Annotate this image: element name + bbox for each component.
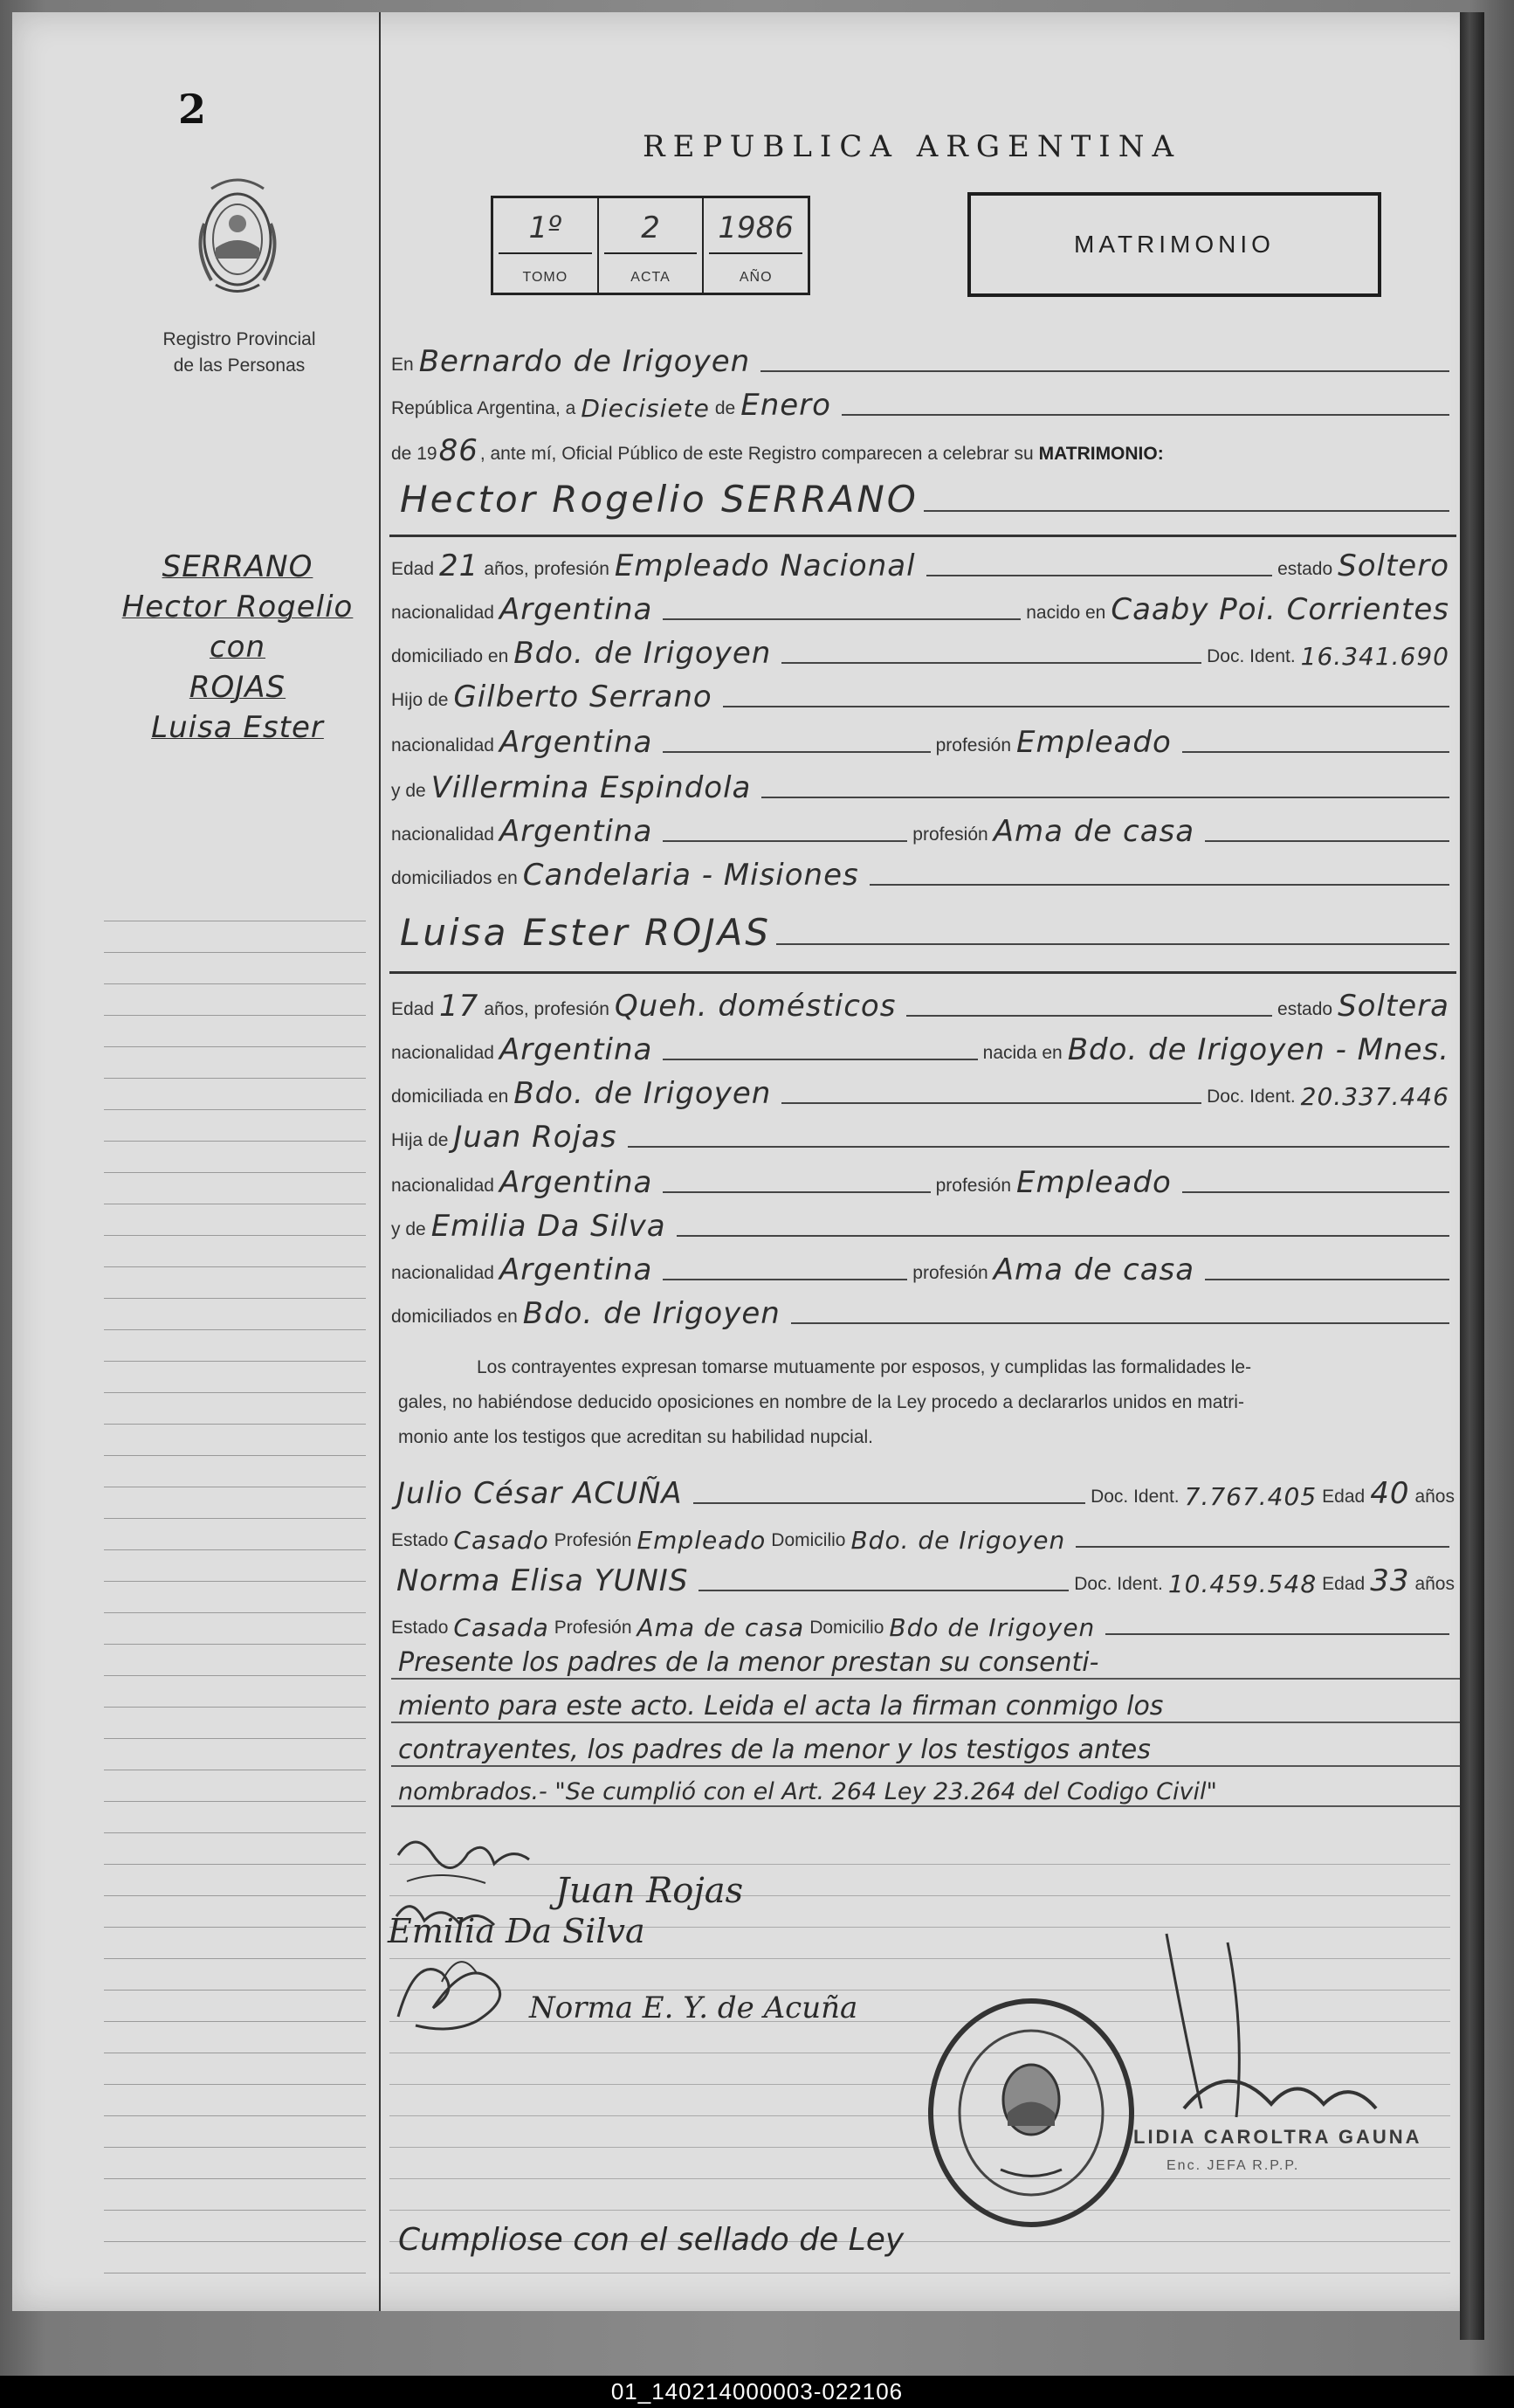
profesion-label: Profesión	[554, 1530, 632, 1550]
registry-label	[134, 327, 344, 379]
fill-dash	[663, 1059, 977, 1060]
intro-date-line	[391, 383, 1455, 424]
margin-rule-line	[104, 1518, 366, 1519]
margin-rule-line	[104, 1581, 366, 1582]
bride-nationality-line	[391, 1027, 1455, 1069]
witness1-line	[391, 1471, 1455, 1513]
bride-age-line	[391, 983, 1455, 1025]
nacionalidad-label: nacionalidad	[391, 825, 494, 845]
acta-label: ACTA	[630, 270, 671, 285]
witness2-domicile: Bdo de Irigoyen	[889, 1613, 1096, 1642]
doc-label: Doc. Ident.	[1091, 1487, 1180, 1507]
groom-mother-profession: Ama de casa	[993, 814, 1195, 849]
note-line-3: contrayentes, los padres de la menor y los testigos antes	[391, 1735, 1462, 1767]
margin-rule-line	[104, 1424, 366, 1425]
margin-rule-line	[104, 2178, 366, 2179]
bride-mother-nat-line	[391, 1247, 1455, 1289]
witness2-name: Norma Elisa YUNIS	[396, 1563, 689, 1598]
edad-label: Edad	[1322, 1487, 1366, 1507]
fill-dash	[677, 1235, 1449, 1237]
groom-profession: Empleado Nacional	[614, 549, 916, 583]
intro-year-line	[391, 428, 1455, 470]
margin-rule-line	[104, 1927, 366, 1928]
groom-age-line	[391, 543, 1455, 585]
note-line-4: nombrados.- "Se cumplió con el Art. 264 Ley 23.264 del Codigo Civil"	[391, 1778, 1462, 1807]
margin-line-1: SERRANO	[162, 549, 313, 584]
country-title: REPUBLICA ARGENTINA	[643, 129, 1182, 164]
official-seal-icon	[922, 1995, 1140, 2231]
margin-rule-line	[104, 1707, 366, 1708]
fill-dash	[1182, 751, 1449, 753]
groom-nationality: Argentina	[499, 592, 653, 627]
groom-signature-icon	[389, 1820, 564, 1899]
acta-reference-box	[491, 196, 810, 295]
officer-role: Enc. JEFA R.P.P.	[1166, 2158, 1300, 2173]
fill-dash	[776, 943, 1449, 945]
declaration-line-3: monio ante los testigos que acreditan su habilidad nupcial.	[398, 1427, 874, 1447]
profesion-label: profesión	[935, 735, 1011, 756]
margin-rule-line	[104, 2115, 366, 2116]
anio-label: AÑO	[739, 270, 773, 285]
fill-dash	[1076, 1546, 1449, 1548]
margin-rule-line	[104, 1455, 366, 1456]
witness1-name: Julio César ACUÑA	[396, 1476, 683, 1511]
republica-label: República Argentina, a	[391, 398, 576, 418]
margin-rule-line	[104, 1864, 366, 1865]
margin-rule-line	[104, 1298, 366, 1299]
margin-rule-line	[104, 1612, 366, 1613]
estado-label: Estado	[391, 1530, 449, 1550]
bride-father-profession: Empleado	[1016, 1165, 1172, 1200]
margin-rule-line	[104, 1329, 366, 1330]
anio-value: 1986	[709, 210, 802, 254]
bride-age: 17	[439, 989, 479, 1024]
groom-mother-nationality: Argentina	[499, 814, 653, 849]
bride-father-nationality: Argentina	[499, 1165, 653, 1200]
nacionalidad-label: nacionalidad	[391, 1043, 494, 1063]
fill-dash	[906, 1015, 1272, 1017]
witness1-domicile: Bdo. de Irigoyen	[850, 1526, 1066, 1555]
intro-place-line	[391, 339, 1455, 381]
domicilio-label: Domicilio	[809, 1618, 884, 1638]
margin-line-3: con	[209, 630, 266, 665]
groom-age: 21	[439, 549, 479, 583]
officer-name: LIDIA CAROLTRA GAUNA	[1133, 2126, 1422, 2148]
groom-father-profession: Empleado	[1016, 725, 1172, 760]
footer-id-bar: 01_140214000003-022106	[0, 2376, 1514, 2408]
acta-value: 2	[604, 210, 698, 254]
fill-dash	[699, 1590, 1069, 1591]
witness2-line	[391, 1558, 1455, 1600]
fill-dash	[926, 575, 1273, 576]
fill-dash	[842, 414, 1449, 416]
groom-domicile-line	[391, 631, 1455, 673]
margin-line-2: Hector Rogelio	[121, 590, 354, 624]
groom-domicile: Bdo. de Irigoyen	[513, 636, 772, 671]
ruled-line	[389, 2210, 1450, 2211]
anos-label: años	[1414, 1487, 1455, 1507]
declaration-line-1: Los contrayentes expresan tomarse mutuamente por esposos, y cumplidas las formalidades le-	[477, 1357, 1252, 1377]
bride-nationality: Argentina	[499, 1032, 653, 1067]
bride-name-line	[391, 905, 1455, 954]
witness2-doc: 10.459.548	[1167, 1570, 1318, 1598]
fill-dash	[761, 797, 1449, 798]
margin-rule-line	[104, 1738, 366, 1739]
declaration-line-2: gales, no habiéndose deducido oposiciones en nombre de la Ley procedo a declararlos unidos en matri-	[398, 1392, 1244, 1412]
record-type-box: MATRIMONIO	[967, 192, 1381, 297]
month-value: Enero	[740, 388, 831, 423]
fill-dash	[791, 1322, 1449, 1324]
witness2-age: 33	[1370, 1563, 1410, 1598]
emilia-signature: Emilia Da Silva	[388, 1912, 645, 1950]
margin-rule-line	[104, 1549, 366, 1550]
margin-rule-line	[104, 1392, 366, 1393]
margin-rule-line	[104, 1675, 366, 1676]
edad-label: Edad	[391, 999, 435, 1019]
ruled-line	[389, 2178, 1450, 2179]
margin-rule-line	[104, 1895, 366, 1896]
bride-mother-nationality: Argentina	[499, 1252, 653, 1287]
bride-profession: Queh. domésticos	[614, 989, 897, 1024]
fill-dash	[663, 618, 1021, 620]
nacionalidad-label: nacionalidad	[391, 1263, 494, 1283]
tomo-value: 1º	[499, 210, 592, 254]
domiciliada-label: domiciliada en	[391, 1087, 509, 1107]
fill-dash	[663, 1279, 907, 1280]
place-value: Bernardo de Irigoyen	[418, 344, 751, 379]
margin-rule-line	[104, 2241, 366, 2242]
margin-rule-line	[104, 1078, 366, 1079]
y-de-label: y de	[391, 1219, 426, 1239]
bride-father-nat-line	[391, 1160, 1455, 1202]
groom-parents-domicile-line	[391, 852, 1455, 894]
bride-father-line	[391, 1114, 1455, 1156]
margin-rule-line	[104, 952, 366, 953]
tomo-label: TOMO	[522, 270, 568, 285]
note-line-2: miento para este acto. Leida el acta la firman conmigo los	[391, 1691, 1462, 1723]
fill-dash	[663, 751, 930, 753]
acta-cell	[599, 198, 705, 293]
en-label: En	[391, 355, 414, 375]
groom-mother-nat-line	[391, 809, 1455, 851]
margin-rule-line	[104, 2021, 366, 2022]
document-page	[12, 12, 1484, 2311]
witness1-details-line	[391, 1514, 1455, 1556]
fill-dash	[1205, 1279, 1449, 1280]
domiciliados-label: domiciliados en	[391, 1307, 518, 1327]
margin-rule-line	[104, 1172, 366, 1173]
fill-dash	[723, 706, 1449, 707]
margin-rule-line	[104, 1141, 366, 1142]
margin-annotation	[107, 547, 368, 748]
bride-parents-domicile-line	[391, 1291, 1455, 1333]
declaration-text	[398, 1350, 1446, 1455]
doc-label: Doc. Ident.	[1074, 1574, 1163, 1594]
hijo-label: Hijo de	[391, 690, 449, 710]
bride-doc: 20.337.446	[1300, 1082, 1449, 1111]
margin-rule-line	[104, 2084, 366, 2085]
profesion-label: profesión	[935, 1176, 1011, 1196]
fill-dash	[1105, 1633, 1449, 1635]
bride-mother: Emilia Da Silva	[430, 1209, 666, 1244]
margin-column	[12, 12, 381, 2311]
groom-father-line	[391, 674, 1455, 716]
nacionalidad-label: nacionalidad	[391, 1176, 494, 1196]
year-value: 86	[438, 433, 478, 468]
bride-parents-domicile: Bdo. de Irigoyen	[522, 1296, 781, 1331]
final-note: Cumpliose con el sellado de Ley	[398, 2222, 905, 2258]
fill-dash	[663, 1191, 930, 1193]
groom-civil-status: Soltero	[1338, 549, 1449, 583]
margin-line-5: Luisa Ester	[151, 710, 324, 745]
nacionalidad-label: nacionalidad	[391, 735, 494, 756]
domiciliados-label: domiciliados en	[391, 868, 518, 888]
witness2-civil-status: Casada	[453, 1613, 549, 1642]
groom-mother-line	[391, 765, 1455, 807]
section-divider	[389, 971, 1456, 974]
domiciliado-label: domiciliado en	[391, 646, 509, 666]
registry-label-line2: de las Personas	[173, 355, 306, 376]
anio-cell	[704, 198, 808, 293]
fill-dash	[1182, 1191, 1449, 1193]
margin-line-4: ROJAS	[189, 670, 286, 705]
margin-rule-line	[104, 1266, 366, 1267]
tomo-cell	[493, 198, 599, 293]
matrimonio-label: MATRIMONIO:	[1038, 444, 1164, 464]
profesion-label: profesión	[912, 1263, 988, 1283]
bride-birthplace: Bdo. de Irigoyen - Mnes.	[1067, 1032, 1449, 1067]
anos-profesion-label: años, profesión	[484, 559, 609, 579]
de-label: de	[714, 398, 736, 418]
witness1-signature-icon	[381, 1938, 538, 2043]
estado-label: estado	[1277, 559, 1333, 579]
anos-label: años	[1414, 1574, 1455, 1594]
fill-dash	[924, 510, 1449, 512]
groom-father-nationality: Argentina	[499, 725, 653, 760]
bride-father: Juan Rojas	[453, 1120, 617, 1155]
bride-mother-line	[391, 1204, 1455, 1245]
groom-name: Hector Rogelio SERRANO	[400, 478, 919, 521]
year-prefix-label: de 19	[391, 444, 437, 464]
margin-rule-line	[104, 1832, 366, 1833]
note-line-1: Presente los padres de la menor prestan su consenti-	[391, 1647, 1462, 1680]
domicilio-label: Domicilio	[771, 1530, 846, 1550]
groom-father-nat-line	[391, 720, 1455, 762]
margin-rule-line	[104, 2147, 366, 2148]
groom-birthplace: Caaby Poi. Corrientes	[1111, 592, 1449, 627]
margin-rule-line	[104, 2210, 366, 2211]
witness1-profession: Empleado	[637, 1526, 767, 1555]
doc-label: Doc. Ident.	[1207, 1087, 1296, 1107]
margin-rule-line	[104, 1958, 366, 1959]
hija-label: Hija de	[391, 1130, 449, 1150]
main-column	[381, 12, 1484, 2311]
bride-name: Luisa Ester ROJAS	[400, 911, 772, 954]
doc-label: Doc. Ident.	[1207, 646, 1296, 666]
nacida-label: nacida en	[982, 1043, 1063, 1063]
witness1-civil-status: Casado	[453, 1526, 549, 1555]
fill-dash	[663, 840, 907, 842]
profesion-label: Profesión	[554, 1618, 632, 1638]
margin-rule-line	[104, 983, 366, 984]
coat-of-arms-icon	[185, 171, 290, 302]
profesion-label: profesión	[912, 825, 988, 845]
witness1-doc: 7.767.405	[1184, 1482, 1318, 1511]
anos-profesion-label: años, profesión	[484, 999, 609, 1019]
juan-rojas-signature: Juan Rojas	[555, 1871, 744, 1911]
groom-nationality-line	[391, 587, 1455, 629]
witness1-age: 40	[1370, 1476, 1410, 1511]
day-value: Diecisiete	[581, 394, 710, 423]
estado-label: Estado	[391, 1618, 449, 1638]
nacionalidad-label: nacionalidad	[391, 603, 494, 623]
fill-dash	[628, 1146, 1449, 1148]
groom-parents-domicile: Candelaria - Misiones	[522, 858, 859, 893]
margin-rule-line	[104, 1046, 366, 1047]
comparecen-label: , ante mí, Oficial Público de este Registro comparecen a celebrar su	[479, 444, 1034, 464]
margin-rule-line	[104, 1990, 366, 1991]
groom-name-line	[391, 472, 1455, 521]
page-number: 2	[178, 86, 207, 133]
norma-signature: Norma E. Y. de Acuña	[529, 1991, 858, 2025]
registry-label-line1: Registro Provincial	[162, 329, 316, 349]
edad-label: Edad	[1322, 1574, 1366, 1594]
fill-dash	[781, 662, 1201, 664]
groom-doc: 16.341.690	[1300, 642, 1449, 671]
margin-rule-line	[104, 1361, 366, 1362]
margin-rule-line	[104, 1015, 366, 1016]
witness2-profession: Ama de casa	[637, 1613, 805, 1642]
margin-rule-line	[104, 1235, 366, 1236]
groom-mother: Villermina Espindola	[430, 770, 752, 805]
edad-label: Edad	[391, 559, 435, 579]
witness2-details-line	[391, 1602, 1455, 1644]
fill-dash	[693, 1502, 1085, 1504]
bride-mother-profession: Ama de casa	[993, 1252, 1195, 1287]
margin-rule-line	[104, 1644, 366, 1645]
bride-civil-status: Soltera	[1338, 989, 1449, 1024]
y-de-label: y de	[391, 781, 426, 801]
groom-father: Gilberto Serrano	[453, 680, 712, 714]
bride-domicile: Bdo. de Irigoyen	[513, 1076, 772, 1111]
fill-dash	[1205, 840, 1449, 842]
margin-rule-line	[104, 1801, 366, 1802]
bride-domicile-line	[391, 1071, 1455, 1113]
margin-rule-line	[104, 1109, 366, 1110]
fill-dash	[781, 1102, 1201, 1104]
estado-label: estado	[1277, 999, 1333, 1019]
fill-dash	[870, 884, 1449, 886]
nacido-label: nacido en	[1026, 603, 1106, 623]
book-binding	[1460, 12, 1484, 2340]
fill-dash	[760, 370, 1449, 372]
section-divider	[389, 535, 1456, 537]
